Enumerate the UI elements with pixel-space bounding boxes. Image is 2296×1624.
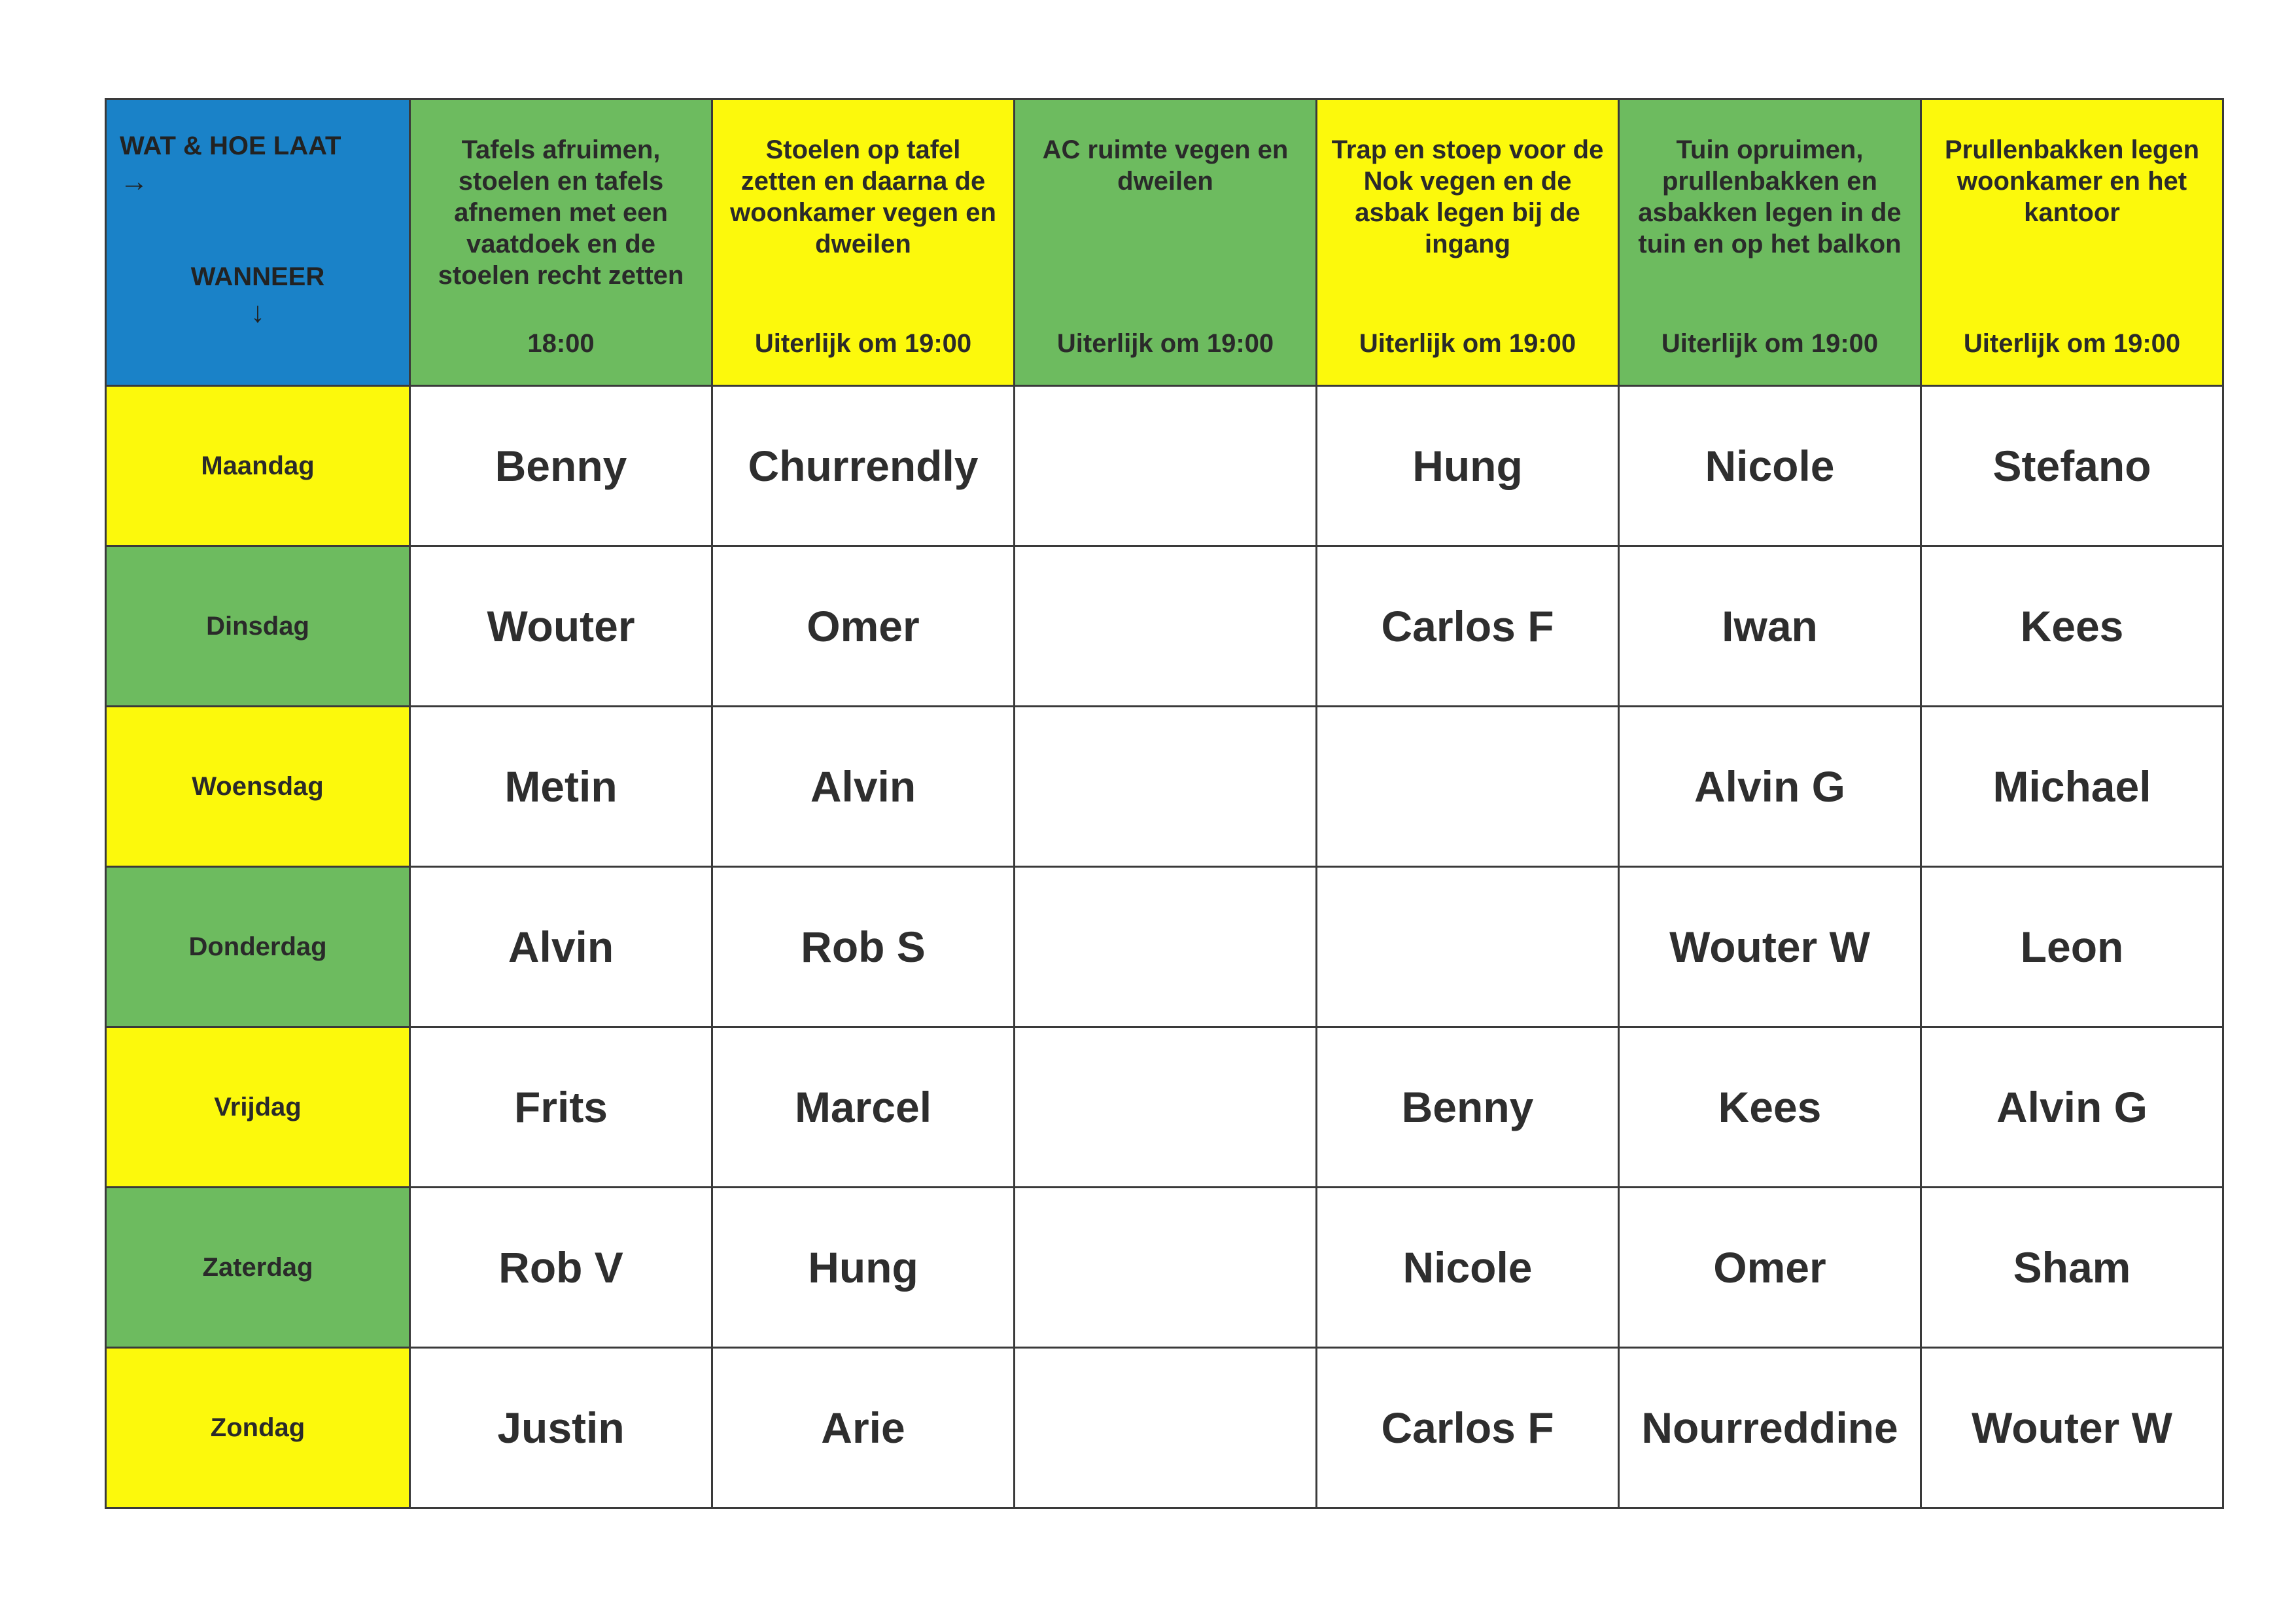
assignee-cell: Wouter W [1619, 867, 1921, 1027]
assignee-cell [1015, 386, 1317, 546]
assignee-cell: Justin [410, 1348, 712, 1508]
day-label: Donderdag [106, 867, 410, 1027]
assignee-cell: Nicole [1619, 386, 1921, 546]
arrow-down-icon: ↓ [251, 296, 265, 328]
task-time: 18:00 [527, 329, 595, 358]
header-corner-cell [106, 99, 410, 386]
day-row-zondag [106, 1348, 2223, 1508]
assignee-cell: Rob S [712, 867, 1015, 1027]
assignee-cell: Iwan [1619, 546, 1921, 707]
task-header-4 [1317, 99, 1619, 386]
task-description: Stoelen op tafel zetten en daarna de woonkamer vegen en dweilen [730, 135, 996, 258]
assignee-cell: Benny [1317, 1027, 1619, 1188]
assignee-cell [1015, 1348, 1317, 1508]
day-row-donderdag [106, 867, 2223, 1027]
assignee-cell: Benny [410, 386, 712, 546]
task-header-3 [1015, 99, 1317, 386]
assignee-cell [1015, 546, 1317, 707]
assignee-cell: Omer [1619, 1188, 1921, 1348]
assignee-cell: Rob V [410, 1188, 712, 1348]
assignee-cell: Kees [1921, 546, 2223, 707]
day-label: Dinsdag [106, 546, 410, 707]
task-time: Uiterlijk om 19:00 [1661, 329, 1879, 358]
assignee-cell: Stefano [1921, 386, 2223, 546]
task-header-1 [410, 99, 712, 386]
assignee-cell [1015, 707, 1317, 867]
assignee-cell [1317, 867, 1619, 1027]
task-description: Tafels afruimen, stoelen en tafels afnemen met een vaatdoek en de stoelen recht zetten [438, 135, 684, 290]
day-label: Vrijdag [106, 1027, 410, 1188]
task-time: Uiterlijk om 19:00 [754, 329, 972, 358]
day-label: Woensdag [106, 707, 410, 867]
task-description: Tuin opruimen, prullenbakken en asbakken legen in de tuin en op het balkon [1638, 135, 1902, 258]
assignee-cell: Carlos F [1317, 546, 1619, 707]
assignee-cell: Omer [712, 546, 1015, 707]
day-label: Zaterdag [106, 1188, 410, 1348]
assignee-cell: Arie [712, 1348, 1015, 1508]
assignee-cell: Leon [1921, 867, 2223, 1027]
assignee-cell: Nicole [1317, 1188, 1619, 1348]
day-row-dinsdag [106, 546, 2223, 707]
task-description: Prullenbakken legen woonkamer en het kantoor [1944, 135, 2200, 227]
assignee-cell: Michael [1921, 707, 2223, 867]
day-row-woensdag [106, 707, 2223, 867]
header-row [106, 99, 2223, 386]
assignee-cell: Wouter [410, 546, 712, 707]
task-time: Uiterlijk om 19:00 [1056, 329, 1274, 358]
schedule-table [105, 98, 2224, 1509]
arrow-right-icon: → [120, 166, 148, 198]
assignee-cell: Alvin G [1921, 1027, 2223, 1188]
assignee-cell: Marcel [712, 1027, 1015, 1188]
corner-when-label: WANNEER [190, 262, 325, 291]
task-header-5 [1619, 99, 1921, 386]
assignee-cell [1317, 707, 1619, 867]
assignee-cell [1015, 1027, 1317, 1188]
assignee-cell: Alvin G [1619, 707, 1921, 867]
task-description: Trap en stoep voor de Nok vegen en de asbak legen bij de ingang [1331, 135, 1604, 258]
task-time: Uiterlijk om 19:00 [1359, 329, 1576, 358]
assignee-cell [1015, 1188, 1317, 1348]
assignee-cell [1015, 867, 1317, 1027]
cleaning-schedule-sheet [105, 98, 2224, 1509]
task-header-2 [712, 99, 1015, 386]
assignee-cell: Alvin [712, 707, 1015, 867]
assignee-cell: Kees [1619, 1027, 1921, 1188]
day-row-vrijdag [106, 1027, 2223, 1188]
assignee-cell: Wouter W [1921, 1348, 2223, 1508]
task-time: Uiterlijk om 19:00 [1963, 329, 2181, 358]
assignee-cell: Hung [712, 1188, 1015, 1348]
day-label: Maandag [106, 386, 410, 546]
assignee-cell: Frits [410, 1027, 712, 1188]
day-label: Zondag [106, 1348, 410, 1508]
assignee-cell: Metin [410, 707, 712, 867]
assignee-cell: Nourreddine [1619, 1348, 1921, 1508]
assignee-cell: Churrendly [712, 386, 1015, 546]
task-description: AC ruimte vegen en dweilen [1042, 135, 1289, 196]
assignee-cell: Hung [1317, 386, 1619, 546]
day-row-maandag [106, 386, 2223, 546]
assignee-cell: Carlos F [1317, 1348, 1619, 1508]
day-row-zaterdag [106, 1188, 2223, 1348]
assignee-cell: Sham [1921, 1188, 2223, 1348]
corner-what-label: WAT & HOE LAAT [120, 132, 341, 160]
assignee-cell: Alvin [410, 867, 712, 1027]
task-header-6 [1921, 99, 2223, 386]
